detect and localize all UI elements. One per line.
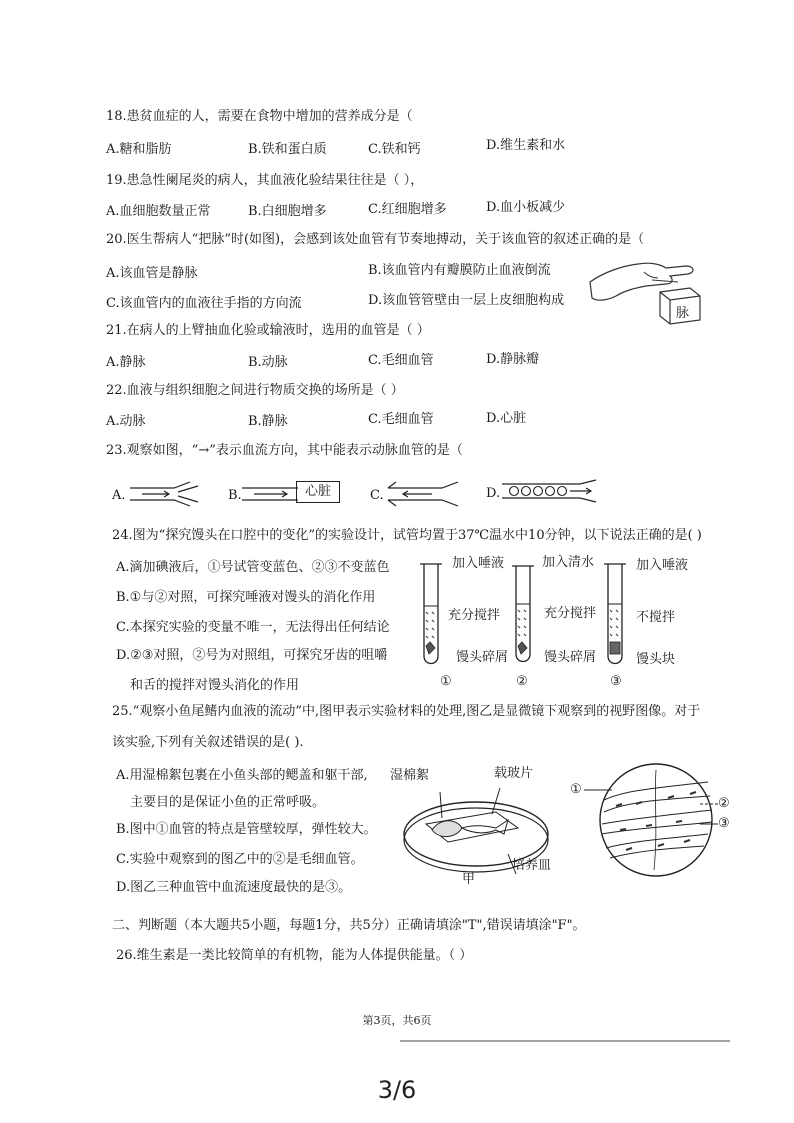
q26-statement: 26.维生素是一类比较简单的有机物，能为人体提供能量。（ ） (116, 948, 473, 963)
q18-stem: 18.患贫血症的人，需要在食物中增加的营养成分是（ (106, 109, 413, 124)
tube1-bottom-label: 馒头碎屑 (456, 650, 509, 665)
tube2-bottom-label: 馒头碎屑 (544, 650, 597, 665)
q20-option-a: A.该血管是静脉 (106, 266, 198, 281)
heart-box: 心脏 (296, 481, 340, 503)
wet-cotton-label: 湿棉絮 (390, 768, 430, 783)
tube3-mid-label: 不搅拌 (636, 610, 676, 625)
tube1-number: ① (440, 674, 452, 689)
q25-option-a2: 主要目的是保证小鱼的正常呼吸。 (130, 795, 326, 810)
q24-option-b: B.①与②对照，可探究唾液对馒头的消化作用 (116, 590, 376, 605)
q19-option-a: A.血细胞数量正常 (106, 204, 211, 219)
marker-1-line (584, 786, 614, 794)
tube2-icon (508, 562, 538, 670)
q25-option-b: B.图中①血管的特点是管壁较厚，弹性较大。 (116, 822, 377, 837)
q18-option-b: B.铁和蛋白质 (248, 142, 327, 157)
q20-option-c: C.该血管内的血液往手指的方向流 (106, 296, 302, 311)
tube3-bottom-label: 馒头块 (636, 652, 676, 667)
page-indicator: 3/6 (377, 1076, 417, 1104)
tube2-number: ② (516, 674, 528, 689)
q25-stem-line1: 25.“观察小鱼尾鳍内血液的流动”中,图甲表示实验材料的处理,图乙是显微镜下观察到的视野图像。对于 (112, 704, 701, 719)
q18-option-c: C.铁和钙 (368, 142, 421, 157)
tube3-number: ③ (610, 674, 622, 689)
q25-stem-line2: 该实验,下列有关叙述错误的是( ). (112, 735, 304, 750)
q22-stem: 22.血液与组织细胞之间进行物质交换的场所是（ ） (106, 383, 404, 398)
marker-2-line (700, 800, 720, 808)
vessel-c-diagram (386, 480, 460, 508)
tube1-mid-label: 充分搅拌 (448, 608, 501, 623)
pulse-label: 脉 (676, 306, 690, 321)
tube1-icon (416, 560, 446, 672)
q24-option-c: C.本探究实验的变量不唯一，无法得出任何结论 (116, 620, 390, 635)
q20-option-d: D.该血管管壁由一层上皮细胞构成 (368, 293, 565, 308)
vessel-2-marker: ② (718, 796, 730, 811)
dish-label: 培养皿 (512, 858, 552, 873)
q18-option-d: D.维生素和水 (486, 138, 566, 153)
marker-3-line (700, 820, 720, 828)
q22-option-d: D.心脏 (486, 411, 527, 426)
q21-option-a: A.静脉 (106, 355, 146, 370)
q20-option-b: B.该血管内有瓣膜防止血液倒流 (368, 263, 551, 278)
q21-option-b: B.动脉 (248, 355, 288, 370)
scan-line (400, 1040, 730, 1042)
vessel-a-diagram (128, 480, 210, 508)
section2-heading: 二、判断题（本大题共5小题，每题1分，共5分）正确请填涂"T",错误请填涂"F"。 (112, 918, 586, 933)
q24-stem: 24.图为“探究馒头在口腔中的变化”的实验设计，试管均置于37℃温水中10分钟，以下说法正确的是( ) (112, 528, 702, 543)
q23-stem: 23.观察如图，“→”表示血流方向，其中能表示动脉血管的是（ (106, 443, 463, 458)
q25-option-c: C.实验中观察到的图乙中的②是毛细血管。 (116, 852, 364, 867)
q19-stem: 19.患急性阑尾炎的病人，其血液化验结果往往是（ ）， (106, 173, 424, 188)
q24-option-d2: 和舌的搅拌对馒头消化的作用 (130, 678, 300, 693)
q23-option-b: B. (228, 488, 242, 503)
microscope-view-icon (596, 760, 716, 880)
q21-option-c: C.毛细血管 (368, 353, 434, 368)
q24-option-a: A.滴加碘液后，①号试管变蓝色、②③不变蓝色 (116, 560, 390, 575)
vessel-3-marker: ③ (718, 816, 730, 831)
vessel-d-diagram (500, 478, 600, 504)
q24-option-d1: D.②③对照，②号为对照组，可探究牙齿的咀嚼 (116, 648, 388, 663)
q19-option-d: D.血小板减少 (486, 200, 566, 215)
q23-option-a: A. (112, 488, 126, 503)
page-footer: 第3页，共6页 (362, 1014, 432, 1027)
q21-stem: 21.在病人的上臂抽血化验或输液时，选用的血管是（ ） (106, 323, 430, 338)
q22-option-c: C.毛细血管 (368, 412, 434, 427)
pulse-figure (586, 254, 706, 334)
tube2-top-label: 加入清水 (542, 555, 595, 570)
tube3-top-label: 加入唾液 (636, 558, 689, 573)
vessel-b-diagram (240, 480, 300, 508)
q23-option-c: C. (370, 488, 384, 503)
tube3-icon (600, 560, 630, 672)
q23-option-d: D. (486, 486, 501, 501)
vessel-1-marker: ① (570, 782, 582, 797)
tube2-mid-label: 充分搅拌 (544, 606, 597, 621)
q25-option-a1: A.用湿棉絮包裹在小鱼头部的鳃盖和躯干部, (116, 768, 368, 783)
q20-stem: 20.医生帮病人“把脉”时(如图)，会感到该处血管有节奏地搏动，关于该血管的叙述正确的是（ (106, 232, 645, 247)
q22-option-b: B.静脉 (248, 414, 288, 429)
q19-option-c: C.红细胞增多 (368, 202, 447, 217)
q25-option-d: D.图乙三种血管中血流速度最快的是③。 (116, 880, 352, 895)
slide-label: 载玻片 (494, 766, 534, 781)
q18-option-a: A.糖和脂肪 (106, 142, 172, 157)
tube1-top-label: 加入唾液 (452, 556, 505, 571)
q19-option-b: B.白细胞增多 (248, 204, 327, 219)
figure-jia-label: 甲 (462, 872, 476, 887)
q22-option-a: A.动脉 (106, 414, 146, 429)
q21-option-d: D.静脉瓣 (486, 352, 540, 367)
